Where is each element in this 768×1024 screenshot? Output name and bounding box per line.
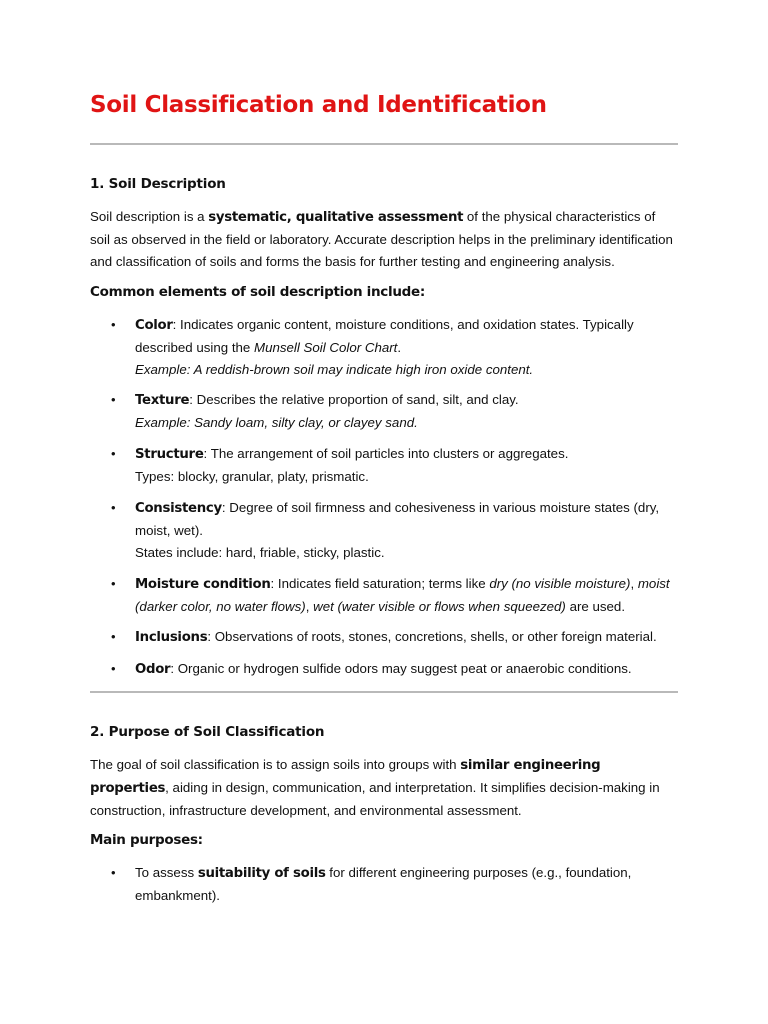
section-divider — [90, 691, 678, 693]
section-2-heading: 2. Purpose of Soil Classification — [90, 724, 325, 740]
list-item-color: • Color: Indicates organic content, moisture conditions, and oxidation states. Typically described using the Munsell Soil Color Chart. Example: A reddish-brown soil may indicate high iron oxide content. — [111, 317, 634, 377]
section-1-intro: Soil description is a systematic, qualitative assessment of the physical characteristics of soil as observed in the field or laboratory. Accurate description helps in the preliminary identification and classification of soils and forms the basis for further testing and engineering analysis. — [90, 209, 673, 269]
document-title: Soil Classification and Identification — [90, 92, 547, 118]
list-item-inclusions: • Inclusions: Observations of roots, stones, concretions, shells, or other foreign material. — [111, 629, 657, 645]
section-1-list-heading: Common elements of soil description include: — [90, 284, 425, 300]
list-item-consistency: • Consistency: Degree of soil firmness and cohesiveness in various moisture states (dry, moist, wet). States include: hard, friable, sticky, plastic. — [111, 500, 660, 560]
list-item-texture: • Texture: Describes the relative proportion of sand, silt, and clay. Example: Sandy loam, silty clay, or clayey sand. — [111, 392, 519, 430]
list-item-suitability: • To assess suitability of soils for different engineering purposes (e.g., foundation, embankment). — [111, 865, 632, 903]
list-item-moisture-condition: • Moisture condition: Indicates field saturation; terms like dry (no visible moisture), moist (darker color, no water flows), wet (water visible or flows when squeezed) are used. — [111, 576, 670, 614]
section-1-heading: 1. Soil Description — [90, 176, 226, 192]
section-2-list-heading: Main purposes: — [90, 832, 203, 848]
section-2-intro: The goal of soil classification is to assign soils into groups with similar engineering properties, aiding in design, communication, and interpretation. It simplifies decision-making in construction, infrastructure development, and environmental assessment. — [90, 757, 660, 818]
list-item-structure: • Structure: The arrangement of soil particles into clusters or aggregates. Types: blocky, granular, platy, prismatic. — [111, 446, 569, 484]
title-divider — [90, 143, 678, 145]
list-item-odor: • Odor: Organic or hydrogen sulfide odors may suggest peat or anaerobic conditions. — [111, 661, 632, 677]
